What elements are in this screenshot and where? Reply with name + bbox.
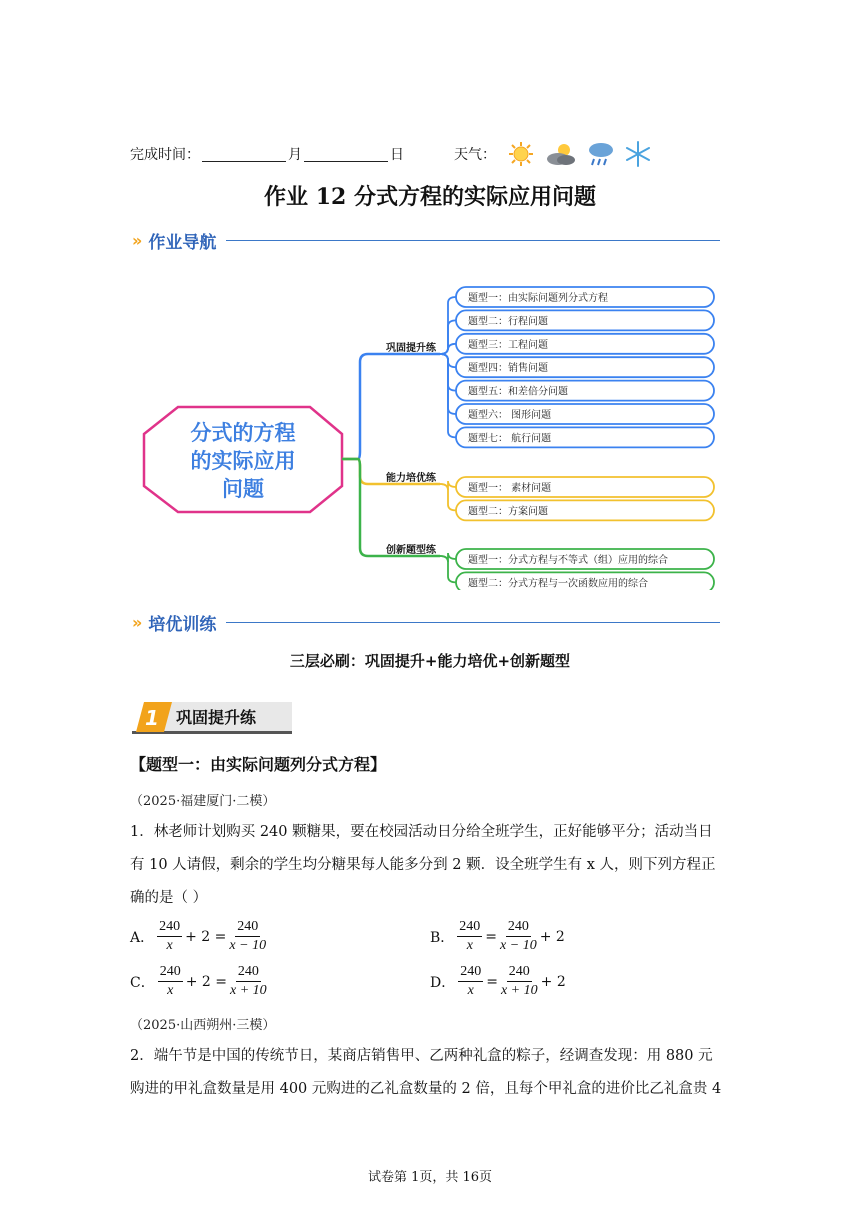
month-blank[interactable] bbox=[202, 147, 286, 162]
question-type-heading: 【题型一：由实际问题列分式方程】 bbox=[130, 755, 387, 774]
operator: = bbox=[485, 928, 498, 945]
mindmap-root-label: 分式的方程的实际应用问题 bbox=[190, 421, 296, 501]
completion-time-line bbox=[130, 140, 652, 168]
fraction: $\frac{240}{x}$ bbox=[159, 919, 181, 953]
level-number: 1 bbox=[145, 706, 159, 730]
mindmap-item-label: 题型二：行程问题 bbox=[468, 316, 548, 328]
q1-source: （2025·福建厦门·二模） bbox=[130, 794, 276, 809]
q1-text bbox=[130, 816, 734, 915]
double-chevron-icon: » bbox=[132, 612, 143, 632]
q2-source: （2025·山西朔州·三模） bbox=[130, 1018, 276, 1033]
day-label: 日 bbox=[390, 147, 404, 163]
fraction: $\frac{240}{x - 10}$ bbox=[229, 919, 267, 953]
weather-icons bbox=[506, 140, 652, 168]
mindmap-diagram bbox=[0, 260, 860, 590]
q2-line-1: 2．端午节是中国的传统节日，某商店销售甲、乙两种礼盒的粽子，经调查发现：用 880 元 bbox=[130, 1048, 713, 1064]
operator: = bbox=[486, 973, 498, 990]
mindmap-item-label: 题型一：由实际问题列分式方程 bbox=[468, 293, 608, 304]
option-letter: B． bbox=[430, 929, 455, 946]
mindmap-item-label: 题型二：分式方程与一次函数应用的综合 bbox=[468, 578, 648, 590]
q1-option-c[interactable] bbox=[130, 963, 270, 1000]
mindmap-item-label: 题型一： 素材问题 bbox=[468, 483, 552, 494]
finish-time-label: 完成时间： bbox=[130, 147, 200, 163]
fraction: $\frac{240}{x + 10}$ bbox=[500, 964, 538, 998]
mindmap-branch-label: 能力培优练 bbox=[386, 473, 436, 484]
fraction: $\frac{240}{x}$ bbox=[460, 964, 482, 998]
q1-line-2: 有 10 人请假，剩余的学生均分糖果每人能多分到 2 颗．设全班学生有 x 人，则下列方程正 bbox=[130, 857, 716, 873]
operator: + 2 = bbox=[185, 928, 227, 945]
partly-cloudy-icon[interactable] bbox=[544, 141, 578, 167]
train-section-header bbox=[132, 610, 720, 634]
weather-label: 天气： bbox=[454, 147, 496, 163]
day-blank[interactable] bbox=[304, 147, 388, 162]
page-title: 作业 12 分式方程的实际应用问题 bbox=[264, 184, 596, 210]
fraction: $\frac{240}{x}$ bbox=[459, 919, 481, 953]
mindmap-item-label: 题型五：和差倍分问题 bbox=[468, 386, 568, 398]
section-divider bbox=[226, 240, 720, 241]
q1-option-d[interactable] bbox=[430, 963, 566, 1000]
mindmap-branch-label: 创新题型练 bbox=[386, 545, 436, 556]
mindmap-branch-label: 巩固提升练 bbox=[386, 343, 436, 354]
q2-text bbox=[130, 1040, 734, 1106]
mindmap-item-connector bbox=[440, 484, 456, 510]
q2-line-2: 购进的甲礼盒数量是用 400 元购进的乙礼盒数量的 2 倍，且每个甲礼盒的进价比乙礼盒贵 4 bbox=[130, 1081, 722, 1097]
rain-icon[interactable] bbox=[586, 140, 616, 168]
mindmap-item-label: 题型六： 图形问题 bbox=[468, 410, 552, 421]
operator: + 2 = bbox=[185, 973, 227, 990]
sun-icon[interactable] bbox=[506, 141, 536, 167]
double-chevron-icon: » bbox=[132, 230, 143, 250]
mindmap-item-connector bbox=[440, 556, 456, 582]
mindmap-item-label: 题型一：分式方程与不等式（组）应用的综合 bbox=[468, 555, 668, 566]
fraction: $\frac{240}{x + 10}$ bbox=[230, 964, 267, 998]
fraction: $\frac{240}{x}$ bbox=[159, 964, 181, 998]
mindmap-item-label: 题型四：销售问题 bbox=[468, 363, 548, 375]
section-divider bbox=[226, 622, 720, 623]
level-badge bbox=[132, 700, 292, 734]
level-label: 巩固提升练 bbox=[176, 708, 257, 727]
operator: + 2 bbox=[540, 973, 566, 990]
option-letter: C． bbox=[130, 974, 155, 991]
mindmap-item-label: 题型二：方案问题 bbox=[468, 506, 548, 518]
option-letter: D． bbox=[430, 974, 456, 991]
snowflake-icon[interactable] bbox=[624, 140, 652, 168]
page-footer: 试卷第 1页，共 16页 bbox=[367, 1170, 493, 1185]
q1-option-b[interactable] bbox=[430, 918, 565, 955]
train-section-label: 培优训练 bbox=[148, 614, 217, 635]
q1-line-3: 确的是（ ） bbox=[130, 890, 208, 906]
operator: + 2 bbox=[539, 928, 565, 945]
q1-line-1: 1．林老师计划购买 240 颗糖果，要在校园活动日分给全班学生，正好能够平分；活动当日 bbox=[130, 824, 713, 840]
mindmap-connector bbox=[342, 354, 440, 459]
month-label: 月 bbox=[288, 147, 302, 163]
mindmap-item-label: 题型三：工程问题 bbox=[468, 339, 548, 351]
fraction: $\frac{240}{x - 10}$ bbox=[500, 919, 537, 953]
option-letter: A． bbox=[130, 929, 155, 946]
practice-subtitle: 三层必刷：巩固提升+能力培优+创新题型 bbox=[289, 652, 571, 670]
mindmap-item-label: 题型七： 航行问题 bbox=[468, 433, 552, 445]
nav-section-label: 作业导航 bbox=[148, 232, 217, 253]
q1-option-a[interactable] bbox=[130, 918, 269, 955]
nav-section-header bbox=[132, 228, 720, 252]
